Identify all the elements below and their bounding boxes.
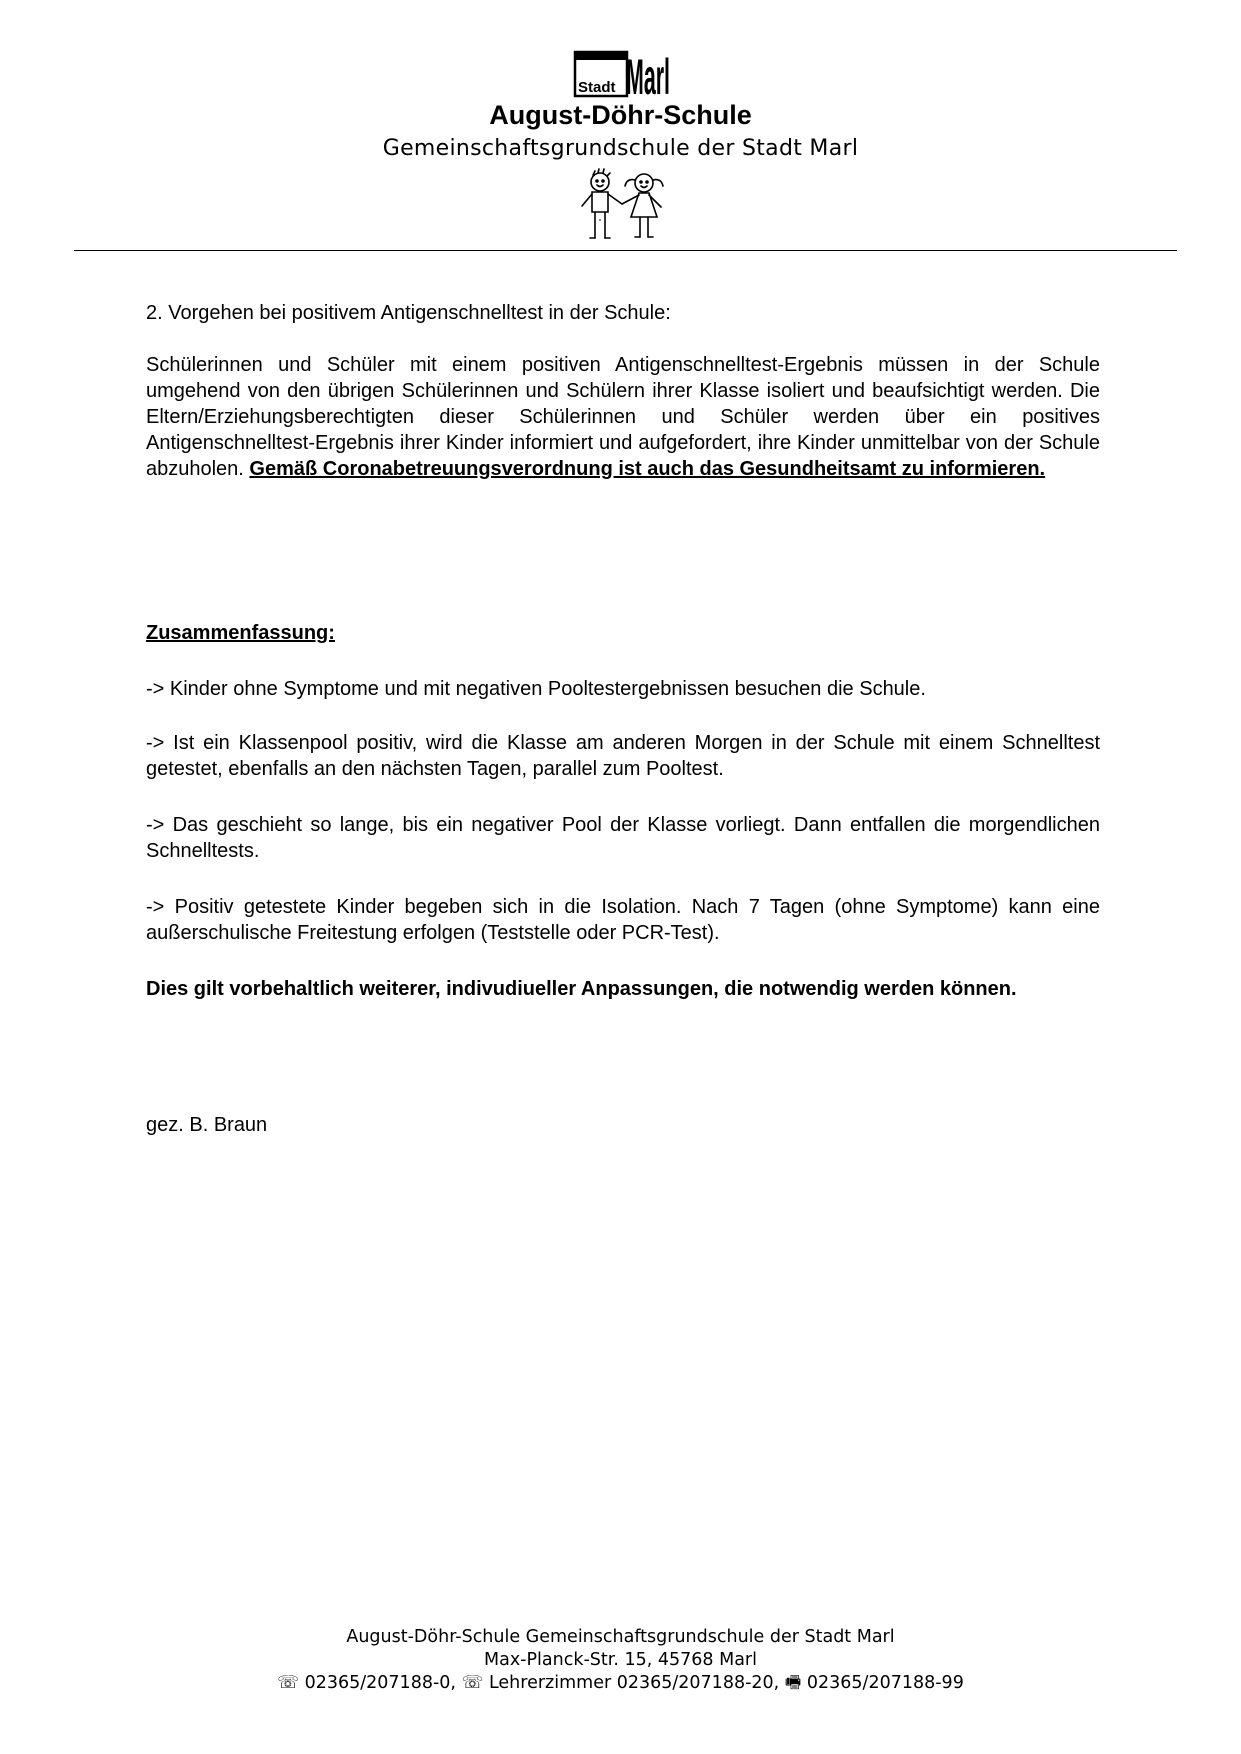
logo-text-stadt: Stadt bbox=[578, 79, 616, 96]
paragraph-main-text: Schülerinnen und Schüler mit einem positiven Antigenschnelltest-Ergebnis müssen in der Schule umgehend von den übrigen Schülerinnen und Schülern ihrer Klasse isoliert und beaufsichtigt werden. Die Eltern/Erziehungsberechtigten dieser Schülerinnen und Schüler werden über ein positives Antigenschnelltest-Ergebnis ihrer Kinder informiert und aufgefordert, ihre Kinder unmittelbar von der Schule abzuholen. bbox=[146, 354, 1100, 480]
section-heading: 2. Vorgehen bei positivem Antigenschnelltest in der Schule: bbox=[146, 302, 671, 324]
school-name: August-Döhr-Schule bbox=[489, 100, 752, 130]
summary-item: -> Ist ein Klassenpool positiv, wird die Klasse am anderen Morgen in der Schule mit einem Schnelltest getestet, ebenfalls an den nächsten Tagen, parallel zum Pooltest. bbox=[146, 732, 1100, 780]
logo-text-marl: Marl bbox=[626, 49, 670, 105]
footer-address: Max-Planck-Str. 15, 45768 Marl bbox=[484, 1650, 757, 1670]
summary-item: -> Positiv getestete Kinder begeben sich in die Isolation. Nach 7 Tagen (ohne Symptome) kann eine außerschulische Freitestung erfolgen (Teststelle oder PCR-Test). bbox=[146, 896, 1100, 944]
children-holding-hands-icon bbox=[572, 168, 672, 244]
summary-item: -> Das geschieht so lange, bis ein negativer Pool der Klasse vorliegt. Dann entfallen die morgendlichen Schnelltests. bbox=[146, 814, 1100, 862]
stadt-marl-logo bbox=[574, 48, 672, 105]
summary-heading: Zusammenfassung: bbox=[146, 622, 335, 644]
footer-school-name: August-Döhr-Schule Gemeinschaftsgrundschule der Stadt Marl bbox=[346, 1627, 895, 1647]
bold-note: Dies gilt vorbehaltlich weiterer, indivudiueller Anpassungen, die notwendig werden können. bbox=[146, 978, 1017, 1000]
footer bbox=[0, 1626, 1241, 1695]
summary-item: -> Kinder ohne Symptome und mit negativen Pooltestergebnissen besuchen die Schule. bbox=[146, 678, 926, 700]
paragraph-emphasis: Gemäß Coronabetreuungsverordnung ist auch das Gesundheitsamt zu informieren. bbox=[249, 458, 1046, 480]
school-subtitle: Gemeinschaftsgrundschule der Stadt Marl bbox=[382, 136, 859, 161]
signature: gez. B. Braun bbox=[146, 1114, 268, 1136]
footer-contact: ☏ 02365/207188-0, ☏ Lehrerzimmer 02365/207188-20, 🖷 02365/207188-99 bbox=[277, 1673, 964, 1693]
header-divider bbox=[74, 250, 1177, 251]
paragraph-main bbox=[146, 352, 1100, 482]
